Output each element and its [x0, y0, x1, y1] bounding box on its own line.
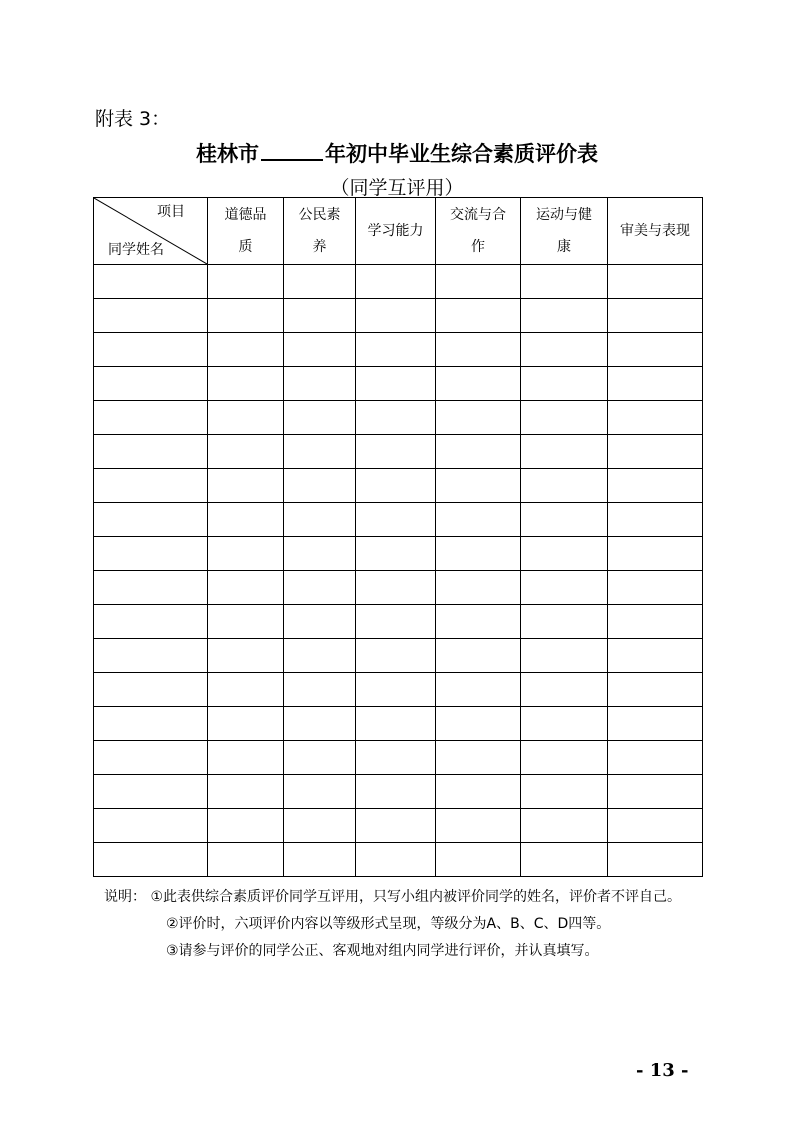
table-row [94, 435, 703, 469]
grade-cell[interactable] [521, 265, 608, 299]
col-header-aesthetics: 审美与表现 [608, 198, 703, 265]
form-title [0, 138, 794, 168]
table-row [94, 299, 703, 333]
grade-cell[interactable] [356, 673, 436, 707]
grade-cell[interactable] [356, 503, 436, 537]
grade-cell[interactable] [356, 537, 436, 571]
title-suffix: 年初中毕业生综合素质评价表 [325, 142, 598, 166]
grade-cell[interactable] [208, 707, 284, 741]
student-name-cell[interactable] [94, 605, 208, 639]
grade-cell[interactable] [208, 605, 284, 639]
student-name-cell[interactable] [94, 809, 208, 843]
header-row [94, 198, 703, 265]
page-number: - 13 - [636, 1060, 689, 1081]
grade-cell[interactable] [356, 809, 436, 843]
grade-cell[interactable] [284, 639, 356, 673]
grade-cell[interactable] [436, 537, 521, 571]
student-name-cell[interactable] [94, 333, 208, 367]
title-prefix: 桂林市 [196, 142, 259, 166]
grade-cell[interactable] [608, 299, 703, 333]
grade-cell[interactable] [608, 639, 703, 673]
form-subtitle: （同学互评用） [330, 177, 464, 199]
grade-cell[interactable] [208, 775, 284, 809]
grade-cell[interactable] [521, 571, 608, 605]
diagonal-header-cell [94, 198, 208, 265]
grade-cell[interactable] [356, 639, 436, 673]
grade-cell[interactable] [284, 707, 356, 741]
grade-cell[interactable] [436, 469, 521, 503]
grade-cell[interactable] [436, 843, 521, 877]
grade-cell[interactable] [284, 843, 356, 877]
instructions [104, 884, 702, 965]
student-name-cell[interactable] [94, 299, 208, 333]
grade-cell[interactable] [208, 367, 284, 401]
grade-cell[interactable] [356, 775, 436, 809]
grade-cell[interactable] [608, 333, 703, 367]
grade-cell[interactable] [436, 401, 521, 435]
table-row [94, 333, 703, 367]
grade-cell[interactable] [356, 605, 436, 639]
grade-cell[interactable] [608, 741, 703, 775]
grade-cell[interactable] [356, 333, 436, 367]
grade-cell[interactable] [436, 367, 521, 401]
grade-cell[interactable] [436, 741, 521, 775]
grade-cell[interactable] [356, 401, 436, 435]
grade-cell[interactable] [608, 707, 703, 741]
student-name-cell[interactable] [94, 673, 208, 707]
grade-cell[interactable] [608, 673, 703, 707]
grade-cell[interactable] [208, 741, 284, 775]
grade-cell[interactable] [284, 605, 356, 639]
grade-cell[interactable] [208, 333, 284, 367]
grade-cell[interactable] [208, 401, 284, 435]
grade-cell[interactable] [208, 435, 284, 469]
student-name-cell[interactable] [94, 843, 208, 877]
table-row [94, 401, 703, 435]
grade-cell[interactable] [284, 469, 356, 503]
grade-cell[interactable] [608, 469, 703, 503]
grade-cell[interactable] [284, 537, 356, 571]
grade-cell[interactable] [284, 333, 356, 367]
grade-cell[interactable] [608, 809, 703, 843]
table-row [94, 809, 703, 843]
table-row [94, 265, 703, 299]
grade-cell[interactable] [208, 503, 284, 537]
grade-cell[interactable] [208, 265, 284, 299]
student-name-cell[interactable] [94, 775, 208, 809]
grade-cell[interactable] [608, 401, 703, 435]
grade-cell[interactable] [208, 673, 284, 707]
note-1: 说明： ①此表供综合素质评价同学互评用，只写小组内被评价同学的姓名，评价者不评自己。 [104, 889, 681, 905]
grade-cell[interactable] [521, 605, 608, 639]
grade-cell[interactable] [436, 673, 521, 707]
grade-cell[interactable] [208, 809, 284, 843]
grade-cell[interactable] [208, 299, 284, 333]
grade-cell[interactable] [208, 639, 284, 673]
grade-cell[interactable] [521, 639, 608, 673]
grade-cell[interactable] [608, 503, 703, 537]
grade-cell[interactable] [521, 333, 608, 367]
grade-cell[interactable] [521, 775, 608, 809]
grade-cell[interactable] [436, 639, 521, 673]
grade-cell[interactable] [436, 299, 521, 333]
table-row [94, 741, 703, 775]
student-name-cell[interactable] [94, 639, 208, 673]
grade-cell[interactable] [521, 673, 608, 707]
grade-cell[interactable] [436, 605, 521, 639]
student-name-cell[interactable] [94, 401, 208, 435]
table-row [94, 571, 703, 605]
grade-cell[interactable] [284, 367, 356, 401]
grade-cell[interactable] [208, 843, 284, 877]
grade-cell[interactable] [608, 605, 703, 639]
student-name-cell[interactable] [94, 741, 208, 775]
year-blank[interactable] [261, 141, 323, 161]
grade-cell[interactable] [436, 775, 521, 809]
grade-cell[interactable] [356, 299, 436, 333]
grade-cell[interactable] [521, 299, 608, 333]
grade-cell[interactable] [284, 809, 356, 843]
grade-cell[interactable] [284, 741, 356, 775]
student-name-cell[interactable] [94, 571, 208, 605]
grade-cell[interactable] [436, 571, 521, 605]
col-header-learning: 学习能力 [356, 198, 436, 265]
grade-cell[interactable] [284, 503, 356, 537]
grade-cell[interactable] [208, 537, 284, 571]
grade-cell[interactable] [356, 367, 436, 401]
grade-cell[interactable] [356, 843, 436, 877]
evaluation-table [93, 197, 703, 877]
grade-cell[interactable] [521, 809, 608, 843]
grade-cell[interactable] [521, 843, 608, 877]
col-header-civic: 公民素 养 [284, 198, 356, 265]
student-name-cell[interactable] [94, 265, 208, 299]
grade-cell[interactable] [284, 775, 356, 809]
table-row [94, 537, 703, 571]
grade-cell[interactable] [356, 707, 436, 741]
table-row [94, 469, 703, 503]
grade-cell[interactable] [284, 571, 356, 605]
grade-cell[interactable] [521, 401, 608, 435]
student-name-cell[interactable] [94, 503, 208, 537]
grade-cell[interactable] [356, 265, 436, 299]
grade-cell[interactable] [521, 741, 608, 775]
grade-cell[interactable] [521, 537, 608, 571]
student-name-cell[interactable] [94, 707, 208, 741]
note-2: ②评价时，六项评价内容以等级形式呈现，等级分为A、B、C、D四等。 [166, 916, 611, 932]
grade-cell[interactable] [284, 673, 356, 707]
table-row [94, 503, 703, 537]
grade-cell[interactable] [436, 435, 521, 469]
grade-cell[interactable] [208, 469, 284, 503]
grade-cell[interactable] [436, 809, 521, 843]
grade-cell[interactable] [356, 741, 436, 775]
student-name-cell[interactable] [94, 537, 208, 571]
grade-cell[interactable] [436, 503, 521, 537]
grade-cell[interactable] [436, 333, 521, 367]
table-row [94, 605, 703, 639]
grade-cell[interactable] [521, 503, 608, 537]
grade-cell[interactable] [436, 265, 521, 299]
grade-cell[interactable] [356, 469, 436, 503]
grade-cell[interactable] [608, 367, 703, 401]
corner-item-label: 项目 [157, 204, 185, 220]
grade-cell[interactable] [608, 537, 703, 571]
grade-cell[interactable] [608, 775, 703, 809]
grade-cell[interactable] [521, 707, 608, 741]
grade-cell[interactable] [608, 435, 703, 469]
student-name-cell[interactable] [94, 435, 208, 469]
grade-cell[interactable] [521, 367, 608, 401]
appendix-label: 附表 3： [95, 108, 171, 130]
grade-cell[interactable] [356, 571, 436, 605]
table-row [94, 673, 703, 707]
grade-cell[interactable] [608, 571, 703, 605]
note-3: ③请参与评价的同学公正、客观地对组内同学进行评价，并认真填写。 [166, 943, 599, 959]
grade-cell[interactable] [356, 435, 436, 469]
grade-cell[interactable] [436, 707, 521, 741]
table-row [94, 843, 703, 877]
grade-cell[interactable] [284, 265, 356, 299]
table-row [94, 367, 703, 401]
grade-cell[interactable] [208, 571, 284, 605]
grade-cell[interactable] [608, 843, 703, 877]
corner-name-label: 同学姓名 [108, 242, 164, 258]
table-row [94, 707, 703, 741]
student-name-cell[interactable] [94, 469, 208, 503]
col-header-moral: 道德品 质 [208, 198, 284, 265]
grade-cell[interactable] [521, 469, 608, 503]
col-header-communication: 交流与合 作 [436, 198, 521, 265]
grade-cell[interactable] [608, 265, 703, 299]
grade-cell[interactable] [284, 401, 356, 435]
grade-cell[interactable] [284, 435, 356, 469]
table-row [94, 775, 703, 809]
col-header-sports: 运动与健 康 [521, 198, 608, 265]
grade-cell[interactable] [284, 299, 356, 333]
student-name-cell[interactable] [94, 367, 208, 401]
grade-cell[interactable] [521, 435, 608, 469]
table-row [94, 639, 703, 673]
